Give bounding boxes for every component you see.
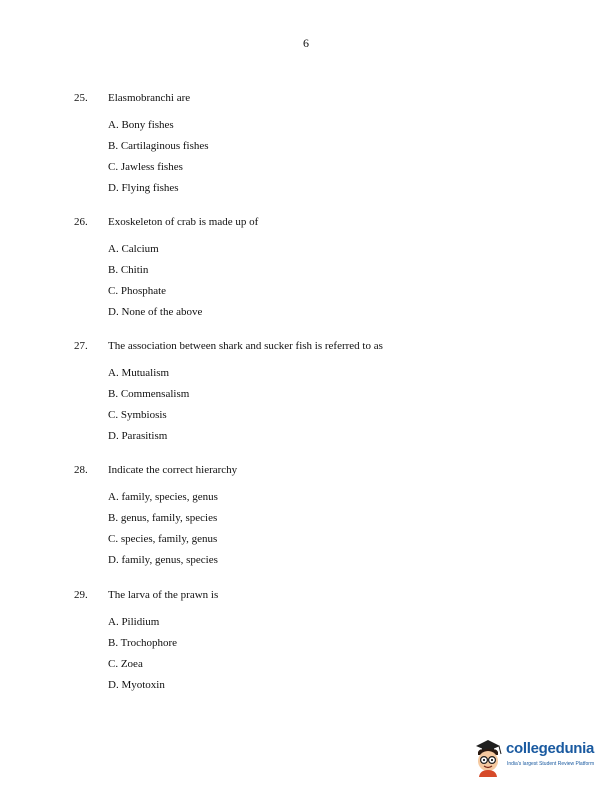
mascot-icon: [470, 737, 506, 777]
question-number: 28.: [74, 464, 88, 476]
options-list: [108, 367, 189, 451]
options-list: [108, 243, 202, 327]
options-list: [108, 616, 177, 700]
option-b: B. Trochophore: [108, 637, 178, 649]
options-list: [108, 119, 209, 203]
option-a: A. Mutualism: [108, 367, 170, 379]
question-text: The association between shark and sucker fish is referred to as: [108, 340, 383, 352]
option-b: B. Chitin: [108, 264, 149, 276]
option-d: D. Myotoxin: [108, 679, 165, 691]
option-b: B. Commensalism: [108, 388, 190, 400]
option-b: B. Cartilaginous fishes: [108, 140, 209, 152]
question-text: Elasmobranchi are: [108, 92, 191, 104]
option-a: A. family, species, genus: [108, 491, 218, 503]
option-c: C. Symbiosis: [108, 409, 167, 421]
question-text: Indicate the correct hierarchy: [108, 464, 238, 476]
question-number: 29.: [74, 589, 88, 601]
option-d: D. Parasitism: [108, 430, 168, 442]
question-number: 26.: [74, 216, 88, 228]
collegedunia-logo: [470, 737, 606, 777]
option-c: C. Zoea: [108, 658, 143, 670]
option-b: B. genus, family, species: [108, 512, 218, 524]
option-d: D. None of the above: [108, 306, 203, 318]
option-c: C. species, family, genus: [108, 533, 218, 545]
option-a: A. Calcium: [108, 243, 159, 255]
question-number: 25.: [74, 92, 88, 104]
option-d: D. family, genus, species: [108, 554, 218, 566]
option-a: A. Pilidium: [108, 616, 160, 628]
option-d: D. Flying fishes: [108, 182, 179, 194]
options-list: [108, 491, 218, 575]
option-c: C. Jawless fishes: [108, 161, 183, 173]
logo-name: collegedunia: [506, 740, 595, 757]
logo-tagline: India's largest Student Review Platform: [507, 761, 595, 767]
option-a: A. Bony fishes: [108, 119, 174, 131]
option-c: C. Phosphate: [108, 285, 167, 297]
question-number: 27.: [74, 340, 88, 352]
question-text: The larva of the prawn is: [108, 589, 219, 601]
page-number: 6: [303, 36, 309, 50]
question-text: Exoskeleton of crab is made up of: [108, 216, 259, 228]
